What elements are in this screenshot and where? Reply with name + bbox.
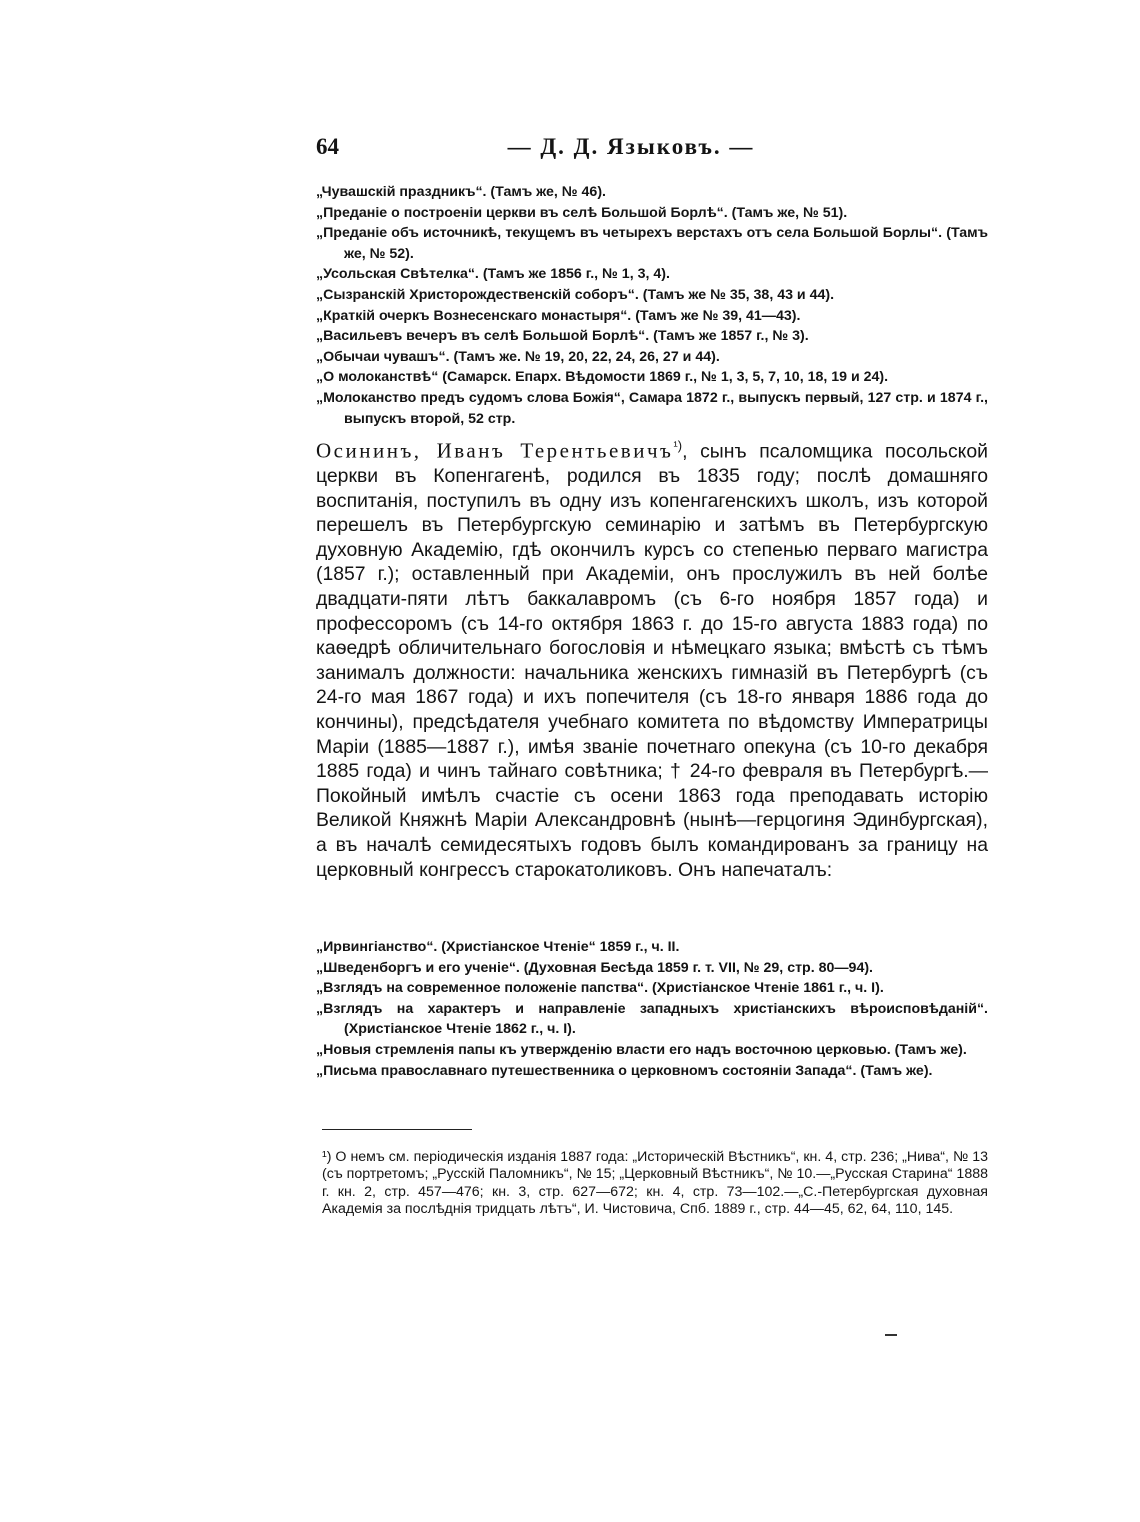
bibliography-list-top [316, 182, 988, 429]
list-item: „Преданіе объ источникѣ, текущемъ въ четырехъ верстахъ отъ села Большой Борлы“. (Тамъ же, № 52). [316, 225, 988, 262]
list-item: „Чувашскій праздникъ“. (Тамъ же, № 46). [316, 184, 606, 200]
page-header [316, 134, 988, 170]
list-item: „Взглядъ на современное положеніе папства“. (Христіанское Чтеніе 1861 г., ч. I). [316, 980, 884, 997]
list-item: „Усольская Свѣтелка“. (Тамъ же 1856 г., № 1, 3, 4). [316, 266, 670, 283]
list-item: „Краткій очеркъ Вознесенскаго монастыря“. (Тамъ же № 39, 41—43). [316, 307, 801, 324]
list-item: „Молоканство предъ судомъ слова Божія“, Самара 1872 г., выпускъ первый, 127 стр. и 1874 г., выпускъ второй, 52 стр. [316, 389, 988, 427]
page-number: 64 [316, 134, 339, 159]
list-item: „Взглядъ на характеръ и направленіе западныхъ христіанскихъ вѣроисповѣданій“. (Христіанское Чтеніе 1862 г., ч. I). [316, 1000, 988, 1038]
biography-paragraph [316, 434, 988, 882]
list-item: „Васильевъ вечеръ въ селѣ Большой Борлѣ“. (Тамъ же 1857 г., № 3). [316, 328, 809, 345]
footnote-divider [322, 1129, 472, 1130]
footnote: ¹) О немъ см. періодическія изданія 1887 года: „Историческій Вѣстникъ“, кн. 4, стр. 236; „Нива“, № 13 (съ портретомъ; „Русскій Паломникъ“, № 15; „Церковный Вѣстникъ“, № 10.—„Русская Старина“ 1888 г. кн. 2, стр. 457—476; кн. 3, стр. 627—672; кн. 4, стр. 73—102.—„С.-Петербургская духовная Академія за послѣднія тридцать лѣтъ“, И. Чистовича, Спб. 1889 г., стр. 44—45, 62, 64, 110, 145. [322, 1149, 988, 1218]
list-item: „Шведенборгъ и его ученіе“. (Духовная Бесѣда 1859 г. т. VII, № 29, стр. 80—94). [316, 959, 873, 976]
bibliography-list-bottom [316, 937, 988, 1081]
list-item: „Обычаи чувашъ“. (Тамъ же. № 19, 20, 22, 24, 26, 27 и 44). [316, 348, 720, 365]
list-item: „Ирвингіанство“. (Христіанское Чтеніе“ 1859 г., ч. II. [316, 939, 680, 955]
biography-body: , сынъ псаломщика посольской церкви въ Копенгагенѣ, родился въ 1835 году; послѣ домашняго воспитанія, поступилъ въ одну изъ копенгагенскихъ школъ, изъ которой перешелъ въ Петербургскую семинарію и затѣмъ въ Петербургскую духовную Академію, гдѣ окончилъ курсъ со степенью перваго магистра (1857 г.); оставленный при Академіи, онъ прослужилъ въ ней болѣе двадцати-пяти лѣтъ баккалавромъ (съ 6-го ноября 1857 года) и профессоромъ (съ 14-го октября 1863 г. до 15-го августа 1883 года) по каѳедрѣ обличительнаго богословія и нѣмецкаго языка; вмѣстѣ съ тѣмъ занималъ должности: начальника женскихъ гимназій въ Петербургѣ (съ 24-го мая 1867 года) и ихъ попечителя (съ 18-го января 1886 года до кончины), предсѣдателя учебнаго комитета по вѣдомству Императрицы Маріи (1885—1887 г.), имѣя званіе почетнаго опекуна (съ 10-го декабря 1885 года) и чинъ тайнаго совѣтника; † 24-го февраля въ Петербургѣ.— Покойный имѣлъ счастіе съ осени 1863 года преподавать исторію Великой Княжнѣ Маріи Александровнѣ (нынѣ—герцогиня Эдинбургская), а въ началѣ семидесятыхъ годовъ былъ командированъ за границу на церковный конгрессъ старокатоликовъ. Онъ напечаталъ: [316, 440, 988, 881]
list-item: „Письма православнаго путешественника о церковномъ состояніи Запада“. (Тамъ же). [316, 1062, 933, 1079]
list-item: „Сызранскій Христорождественскій соборъ“. (Тамъ же № 35, 38, 43 и 44). [316, 286, 835, 303]
list-item: „О молоканствѣ“ (Самарск. Епарх. Вѣдомости 1869 г., № 1, 3, 5, 7, 10, 18, 19 и 24). [316, 369, 889, 386]
list-item: „Преданіе о построеніи церкви въ селѣ Большой Борлѣ“. (Тамъ же, № 51). [316, 204, 848, 221]
footnote-reference: ¹) [673, 438, 683, 453]
biography-name: Осининъ, Иванъ Терентьевичъ [316, 438, 674, 463]
list-item: „Новыя стремленія папы къ утвержденію власти его надъ восточною церковью. (Тамъ же). [316, 1041, 967, 1058]
running-head: — Д. Д. Языковъ. — [507, 134, 755, 159]
print-mark [885, 1334, 897, 1336]
